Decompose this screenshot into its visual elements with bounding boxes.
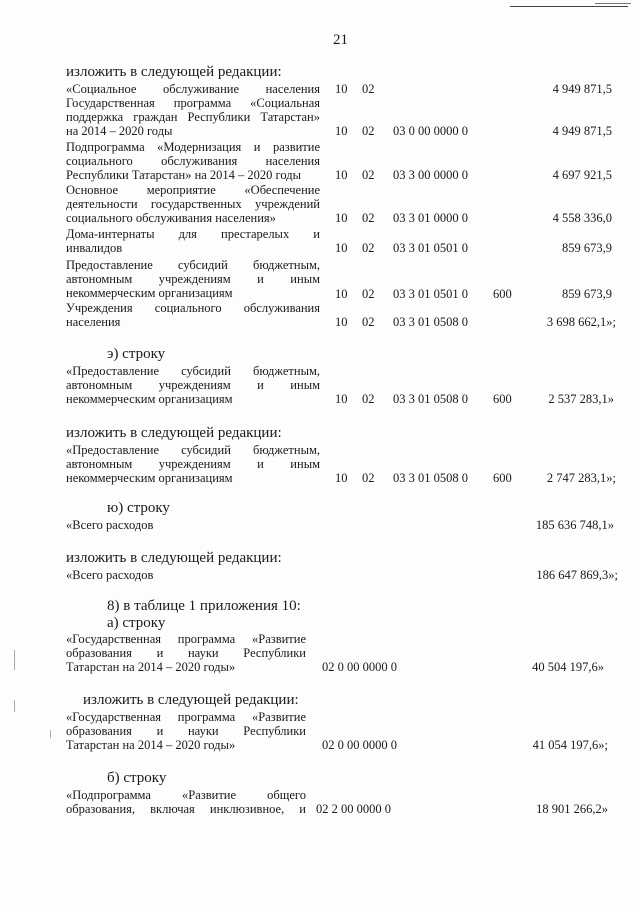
amount: 186 647 869,3»; [536,568,618,582]
pr-code: 02 [362,82,375,96]
section-heading: э) строку [107,346,166,362]
row-label: Подпрограмма «Модернизация и развитие социального обслуживания населения Республики Татарстан» на 2014 – 2020 годы [66,140,320,182]
row-label: «Предоставление субсидий бюджетным, автономным учреждениям и иным некоммерческим организациям [66,443,320,485]
scan-mark [50,730,51,738]
row-label: «Государственная программа «Развитие образования и науки Республики Татарстан на 2014 – 2020 годы» [66,632,306,674]
amount: 18 901 266,2» [536,802,608,816]
row-label: Учреждения социального обслуживания населения [66,301,320,329]
section-heading: изложить в следующей редакции: [66,64,282,80]
section-heading: изложить в следующей редакции: [66,425,282,441]
amount: 4 697 921,5 [552,168,612,182]
amount: 4 558 336,0 [552,211,612,225]
csr-code: 02 0 00 0000 0 [322,738,397,752]
section-heading: изложить в следующей редакции: [66,550,282,566]
amount: 859 673,9 [562,287,612,301]
row-label: Дома-интернаты для престарелых и инвалидов [66,227,320,255]
row-label: Предоставление субсидий бюджетным, автономным учреждениям и иным некоммерческим организациям [66,258,320,300]
rz-code: 10 [335,241,348,255]
scan-mark [14,700,15,712]
csr-code: 03 3 01 0501 0 [393,241,468,255]
row-label: «Государственная программа «Развитие образования и науки Республики Татарстан на 2014 – 2020 годы» [66,710,306,752]
page-number: 21 [333,32,348,48]
csr-code: 02 2 00 0000 0 [316,802,391,816]
row-label: «Подпрограмма «Развитие общего образования, включая инклюзивное, и [66,788,306,816]
pr-code: 02 [362,471,375,485]
section-heading: ю) строку [107,500,170,516]
section-subheading: а) строку [107,615,166,631]
rz-code: 10 [335,211,348,225]
amount: 41 054 197,6»; [532,738,608,752]
scan-mark [14,650,15,670]
row-label: «Социальное обслуживание населения [66,82,320,96]
section-heading: б) строку [107,770,167,786]
vr-code: 600 [493,287,512,301]
pr-code: 02 [362,124,375,138]
rz-code: 10 [335,168,348,182]
total-label: «Всего расходов [66,518,154,532]
pr-code: 02 [362,315,375,329]
csr-code: 03 3 01 0508 0 [393,392,468,406]
amount: 859 673,9 [562,241,612,255]
amount: 2 537 283,1» [548,392,614,406]
amount: 4 949 871,5 [552,124,612,138]
vr-code: 600 [493,392,512,406]
rz-code: 10 [335,82,348,96]
rz-code: 10 [335,392,348,406]
csr-code: 03 3 01 0000 0 [393,211,468,225]
row-label: Основное мероприятие «Обеспечение деятельности государственных учреждений социального обслуживания населения» [66,183,320,225]
csr-code: 02 0 00 0000 0 [322,660,397,674]
amount: 185 636 748,1» [535,518,614,532]
rz-code: 10 [335,315,348,329]
amount: 40 504 197,6» [532,660,604,674]
csr-code: 03 3 01 0508 0 [393,315,468,329]
section-heading: 8) в таблице 1 приложения 10: [107,598,301,614]
scan-line [510,6,628,7]
row-label: «Предоставление субсидий бюджетным, автономным учреждениям и иным некоммерческим организациям [66,364,320,406]
csr-code: 03 3 00 0000 0 [393,168,468,182]
amount: 2 747 283,1»; [546,471,616,485]
scan-mark [595,3,631,4]
pr-code: 02 [362,287,375,301]
csr-code: 03 3 01 0508 0 [393,471,468,485]
pr-code: 02 [362,392,375,406]
total-label: «Всего расходов [66,568,154,582]
pr-code: 02 [362,241,375,255]
row-label: Государственная программа «Социальная поддержка граждан Республики Татарстан» на 2014 – 2020 годы [66,96,320,138]
amount: 4 949 871,5 [552,82,612,96]
csr-code: 03 3 01 0501 0 [393,287,468,301]
rz-code: 10 [335,124,348,138]
rz-code: 10 [335,287,348,301]
rz-code: 10 [335,471,348,485]
vr-code: 600 [493,471,512,485]
section-heading: изложить в следующей редакции: [83,692,299,708]
csr-code: 03 0 00 0000 0 [393,124,468,138]
amount: 3 698 662,1»; [546,315,616,329]
pr-code: 02 [362,211,375,225]
pr-code: 02 [362,168,375,182]
